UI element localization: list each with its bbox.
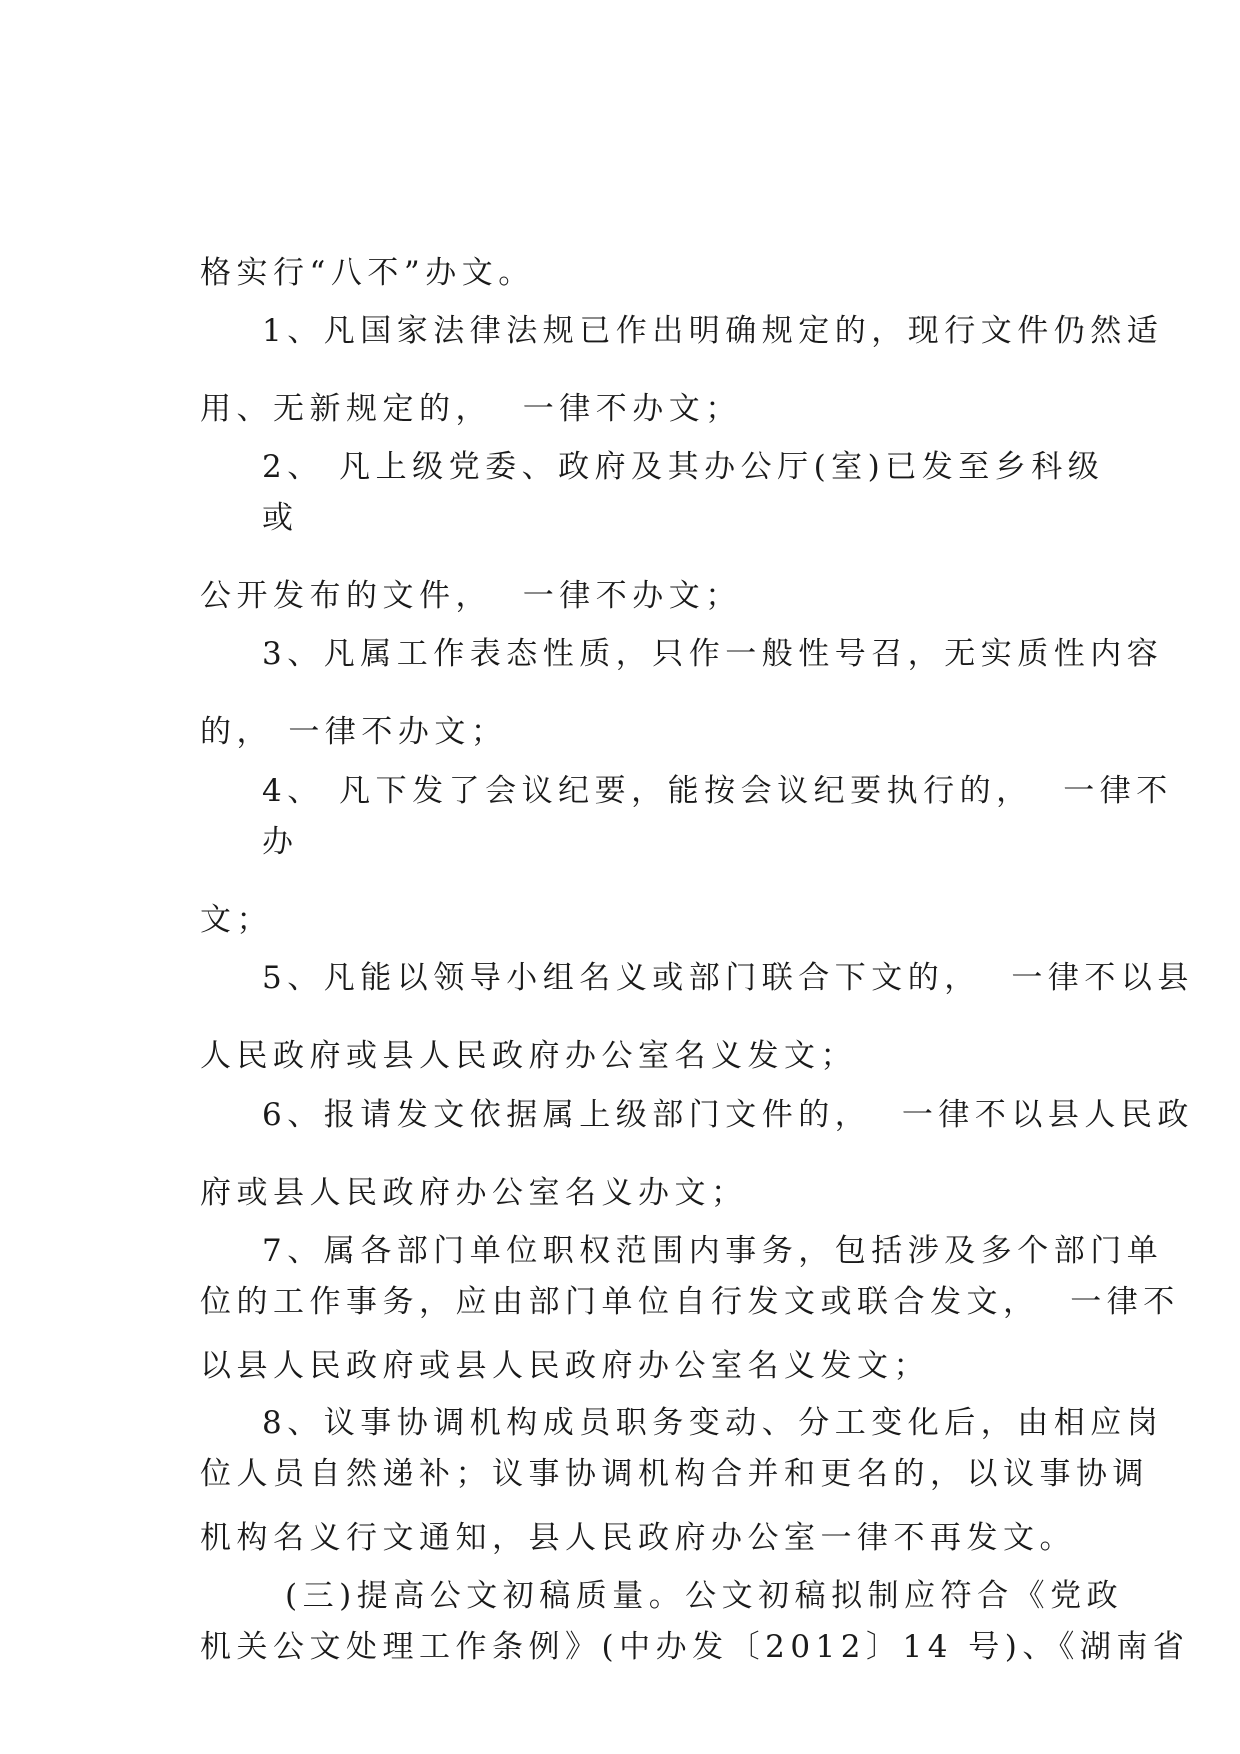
text-line: 5、凡能以领导小组名义或部门联合下文的， 一律不以县: [262, 960, 1194, 996]
text-line: 3、凡属工作表态性质，只作一般性号召，无实质性内容: [262, 636, 1164, 672]
text-line: 1、凡国家法律法规已作出明确规定的，现行文件仍然适: [262, 313, 1164, 349]
text-line: 机关公文处理工作条例》(中办发〔2012〕14 号)、《湖南省: [200, 1629, 1190, 1665]
text-line: 8、议事协调机构成员职务变动、分工变化后，由相应岗: [262, 1405, 1164, 1441]
text-line: 或: [262, 500, 299, 536]
text-line: (三)提高公文初稿质量。公文初稿拟制应符合《党政: [285, 1578, 1124, 1614]
text-line: 的， 一律不办文；: [200, 714, 508, 750]
text-line: 6、报请发文依据属上级部门文件的， 一律不以县人民政: [262, 1097, 1194, 1133]
text-line: 格实行“八不”办文。: [200, 255, 535, 291]
text-line: 7、属各部门单位职权范围内事务，包括涉及多个部门单: [262, 1233, 1164, 1269]
text-line: 公开发布的文件， 一律不办文；: [200, 578, 742, 614]
text-line: 用、无新规定的， 一律不办文；: [200, 391, 742, 427]
text-line: 以县人民政府或县人民政府办公室名义发文；: [200, 1348, 930, 1384]
text-line: 府或县人民政府办公室名义办文；: [200, 1175, 748, 1211]
text-line: 2、 凡上级党委、政府及其办公厅(室)已发至乡科级: [262, 449, 1105, 485]
text-line: 文；: [200, 902, 273, 938]
text-line: 办: [262, 824, 299, 860]
text-line: 人民政府或县人民政府办公室名义发文；: [200, 1038, 857, 1074]
text-line: 位人员自然递补；议事协调机构合并和更名的，以议事协调: [200, 1456, 1149, 1492]
text-line: 位的工作事务，应由部门单位自行发文或联合发文， 一律不: [200, 1284, 1180, 1320]
text-line: 4、 凡下发了会议纪要，能按会议纪要执行的， 一律不: [262, 773, 1173, 809]
text-line: 机构名义行文通知，县人民政府办公室一律不再发文。: [200, 1520, 1076, 1556]
